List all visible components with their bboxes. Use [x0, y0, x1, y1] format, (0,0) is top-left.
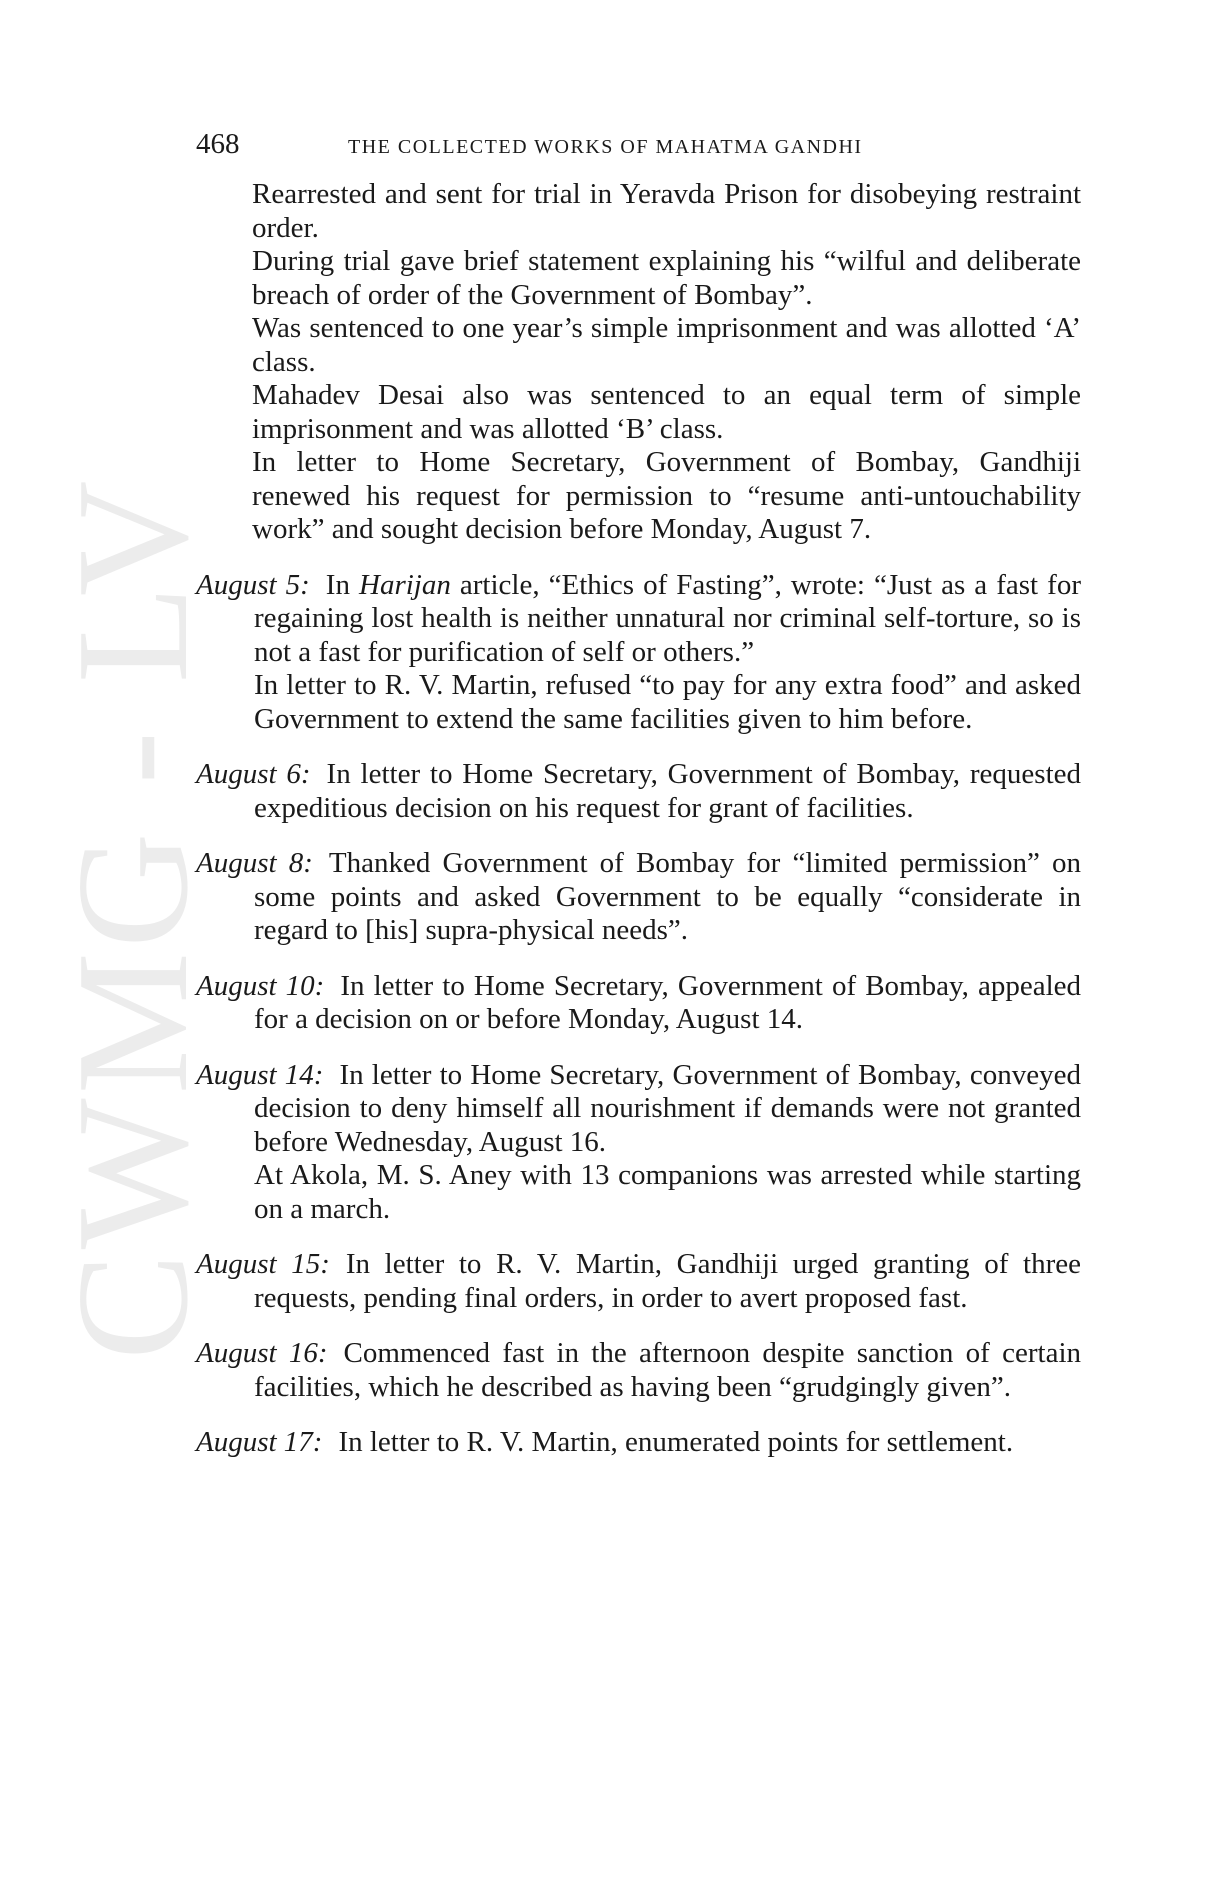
publication-title: Harijan	[359, 568, 451, 601]
chronology-entry	[196, 178, 1081, 547]
entry-paragraph: Was sentenced to one year’s simple imprisonment and was allotted ‘A’ class.	[252, 312, 1081, 378]
entry-paragraph	[196, 569, 1081, 670]
entry-text: In letter to Home Secretary, Government of Bombay, appealed for a decision on or before Monday, August 14.	[254, 969, 1081, 1035]
chronology-entry	[196, 847, 1081, 948]
entry-paragraph	[196, 847, 1081, 948]
running-title: THE COLLECTED WORKS OF MAHATMA GANDHI	[348, 136, 863, 158]
entry-text: In letter to R. V. Martin, enumerated points for settlement.	[338, 1426, 1014, 1458]
chronology-entry	[196, 758, 1081, 825]
entry-text: Thanked Government of Bombay for “limited permission” on some points and asked Government to be equally “considerate in regard to [his] supra-physical needs”.	[254, 847, 1081, 946]
entry-paragraph: Rearrested and sent for trial in Yeravda Prison for disobeying restraint order.	[252, 178, 1081, 244]
chronology-entry	[196, 970, 1081, 1037]
entry-paragraph	[196, 1337, 1081, 1404]
chronology-entries	[196, 178, 1081, 1482]
entry-date: August 16:	[196, 1337, 328, 1369]
entry-paragraph: Mahadev Desai also was sentenced to an equal term of simple imprisonment and was allotted ‘B’ class.	[252, 379, 1081, 445]
entry-text: In letter to Home Secretary, Government of Bombay, requested expeditious decision on his request for grant of facilities.	[254, 758, 1081, 824]
entry-paragraph	[196, 1059, 1081, 1160]
entry-paragraph: In letter to Home Secretary, Government of Bombay, Gandhiji renewed his request for permission to “resume anti-untouchability work” and sought decision before Monday, August 7.	[252, 446, 1081, 545]
watermark: CWMG - LV	[43, 476, 221, 1360]
chronology-entry	[196, 569, 1081, 737]
chronology-entry	[196, 1248, 1081, 1315]
entry-text: In letter to R. V. Martin, Gandhiji urged granting of three requests, pending final orders, in order to avert proposed fast.	[254, 1248, 1081, 1314]
entry-date: August 15:	[196, 1248, 330, 1280]
entry-date: August 5:	[196, 568, 310, 601]
entry-text: In	[325, 568, 359, 601]
entry-text: In letter to Home Secretary, Government of Bombay, conveyed decision to deny himself all nourishment if demands were not granted before Wednesday, August 16.	[254, 1058, 1081, 1158]
entry-paragraph: During trial gave brief statement explaining his “wilful and deliberate breach of order of the Government of Bombay”.	[252, 245, 1081, 311]
entry-date: August 6:	[196, 758, 311, 790]
chronology-entry	[196, 1426, 1081, 1460]
entry-paragraph	[196, 1426, 1081, 1460]
entry-paragraph	[196, 970, 1081, 1037]
page-number: 468	[196, 128, 240, 160]
chronology-entry	[196, 1337, 1081, 1404]
page-header	[196, 128, 1078, 168]
chronology-entry	[196, 1059, 1081, 1227]
entry-paragraph	[196, 1248, 1081, 1315]
entry-paragraph: At Akola, M. S. Aney with 13 companions was arrested while starting on a march.	[254, 1159, 1081, 1225]
entry-date: August 10:	[196, 969, 325, 1002]
entry-paragraph	[196, 758, 1081, 825]
entry-text: Commenced fast in the afternoon despite sanction of certain facilities, which he described as having been “grudgingly given”.	[254, 1337, 1081, 1403]
entry-paragraph: In letter to R. V. Martin, refused “to pay for any extra food” and asked Government to extend the same facilities given to him before.	[254, 669, 1081, 735]
entry-date: August 14:	[196, 1058, 324, 1091]
entry-date: August 8:	[196, 847, 313, 879]
entry-text: article, “Ethics of Fasting”, wrote: “Just as a fast for regaining lost health is neither unnatural nor criminal self-torture, so is not a fast for purification of self or others.”	[254, 568, 1081, 668]
entry-date: August 17:	[196, 1426, 323, 1458]
